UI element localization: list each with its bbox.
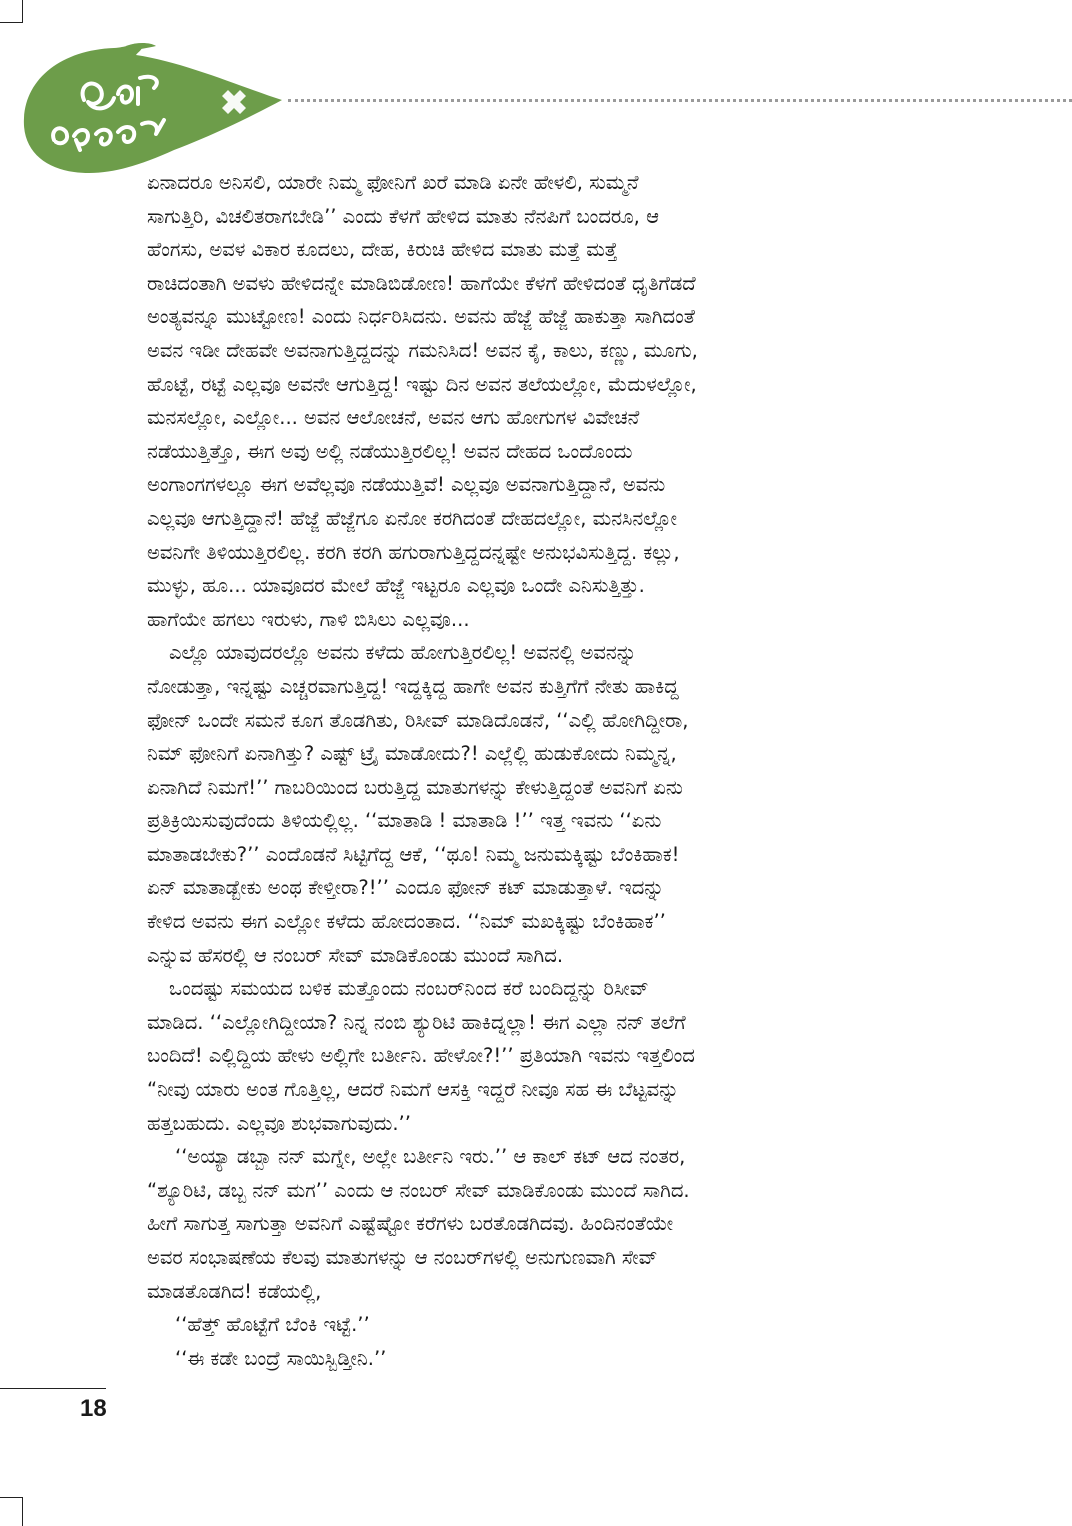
text-line: ನಡೆಯುತ್ತಿತ್ತೊ, ಈಗ ಅವು ಅಲ್ಲಿ ನಡೆಯುತ್ತಿರಲಿಲ್ಲ! ಅವನ ದೇಹದ ಒಂದೊಂದು [147, 439, 633, 463]
text-line: ಸಾಗುತ್ತಿರಿ, ವಿಚಲಿತರಾಗಬೇಡಿ’’ ಎಂದು ಕೆಳಗೆ ಹೇಳಿದ ಮಾತು ನೆನಪಿಗೆ ಬಂದರೂ, ಆ [147, 204, 659, 228]
text-line: “ಶ್ಯೂರಿಟಿ, ಡಬ್ಬ ನನ್ ಮಗ’’ ಎಂದು ಆ ನಂಬರ್ ಸೇವ್ ಮಾಡಿಕೊಂಡು ಮುಂದೆ ಸಾಗಿದ. [147, 1178, 690, 1202]
text-line: ಹತ್ತಬಹುದು. ಎಲ್ಲವೂ ಶುಭವಾಗುವುದು.’’ [147, 1111, 411, 1135]
crop-mark-top-left [0, 0, 23, 23]
footer-rule [0, 1388, 106, 1389]
text-line: ‘‘ಅಯ್ಯಾ ಡಬ್ಬಾ ನನ್ ಮಗ್ನೇ, ಅಲ್ಲೇ ಬರ್ತೀನಿ ಇರು.’’ ಆ ಕಾಲ್ ಕಟ್ ಆದ ನಂತರ, [175, 1145, 686, 1169]
text-line: ಹೀಗೆ ಸಾಗುತ್ತ ಸಾಗುತ್ತಾ ಅವನಿಗೆ ಎಷ್ಟೆಷ್ಟೋ ಕರೆಗಳು ಬರತೊಡಗಿದವು. ಹಿಂದಿನಂತೆಯೇ [147, 1212, 674, 1236]
text-line: ಕೇಳಿದ ಅವನು ಈಗ ಎಲ್ಲೋ ಕಳೆದು ಹೋದಂತಾದ. ‘‘ನಿಮ್ ಮಖಕ್ಕಿಷ್ಟು ಬೆಂಕಿಹಾಕ’’ [147, 910, 666, 934]
text-line: ಮಾತಾಡಬೇಕು?’’ ಎಂದೊಡನೆ ಸಿಟ್ಟಿಗೆದ್ದ ಆಕೆ, ‘‘ಥೂ! ನಿಮ್ಮ ಜನುಮಕ್ಕಿಷ್ಟು ಬೆಂಕಿಹಾಕ! [147, 842, 680, 866]
text-line: ಅವನ ಇಡೀ ದೇಹವೇ ಅವನಾಗುತ್ತಿದ್ದದನ್ನು ಗಮನಿಸಿದ! ಅವನ ಕೈ, ಕಾಲು, ಕಣ್ಣು, ಮೂಗು, [147, 338, 698, 362]
text-line: ಹಾಗೆಯೇ ಹಗಲು ಇರುಳು, ಗಾಳಿ ಬಿಸಿಲು ಎಲ್ಲವೂ... [147, 607, 470, 631]
text-line: ‘‘ಹೆತ್ತ್ ಹೊಟ್ಟೆಗೆ ಬೆಂಕಿ ಇಟ್ಟೆ.’’ [175, 1313, 370, 1337]
section-logo [14, 40, 284, 180]
text-line: ಮನಸಲ್ಲೋ, ಎಲ್ಲೋ... ಅವನ ಆಲೋಚನೆ, ಅವನ ಆಗು ಹೋಗುಗಳ ವಿವೇಚನೆ [147, 406, 640, 430]
text-line: ಅವರ ಸಂಭಾಷಣೆಯ ಕೆಲವು ಮಾತುಗಳನ್ನು ಆ ನಂಬರ್‌ಗಳಲ್ಲಿ ಅನುಗುಣವಾಗಿ ಸೇವ್ [147, 1246, 658, 1269]
text-line: ಫೋನ್ ಒಂದೇ ಸಮನೆ ಕೂಗ ತೊಡಗಿತು, ರಿಸೀವ್ ಮಾಡಿದೊಡನೆ, ‘‘ಎಲ್ಲಿ ಹೋಗಿದ್ದೀರಾ, [147, 708, 689, 732]
text-line: ಏನಾಗಿದೆ ನಿಮಗೆ!’’ ಗಾಬರಿಯಿಂದ ಬರುತ್ತಿದ್ದ ಮಾತುಗಳನ್ನು ಕೇಳುತ್ತಿದ್ದಂತೆ ಅವನಿಗೆ ಏನು [147, 775, 683, 799]
text-line: ಹೊಟ್ಟೆ, ರಟ್ಟೆ ಎಲ್ಲವೂ ಅವನೇ ಆಗುತ್ತಿದ್ದ! ಇಷ್ಟು ದಿನ ಅವನ ತಲೆಯಲ್ಲೋ, ಮೆದುಳಲ್ಲೋ, [147, 372, 697, 396]
text-line: ನಿಮ್ ಫೋನಿಗೆ ಏನಾಗಿತ್ತು? ಎಷ್ಟ್ ಟ್ರೈ ಮಾಡೋದು?! ಎಲ್ಲೆಲ್ಲಿ ಹುಡುಕೋದು ನಿಮ್ಮನ್ನ, [147, 742, 677, 766]
text-line: ಎನ್ನುವ ಹೆಸರಲ್ಲಿ ಆ ನಂಬರ್ ಸೇವ್ ಮಾಡಿಕೊಂಡು ಮುಂದೆ ಸಾಗಿದ. [147, 943, 564, 967]
text-line: ಮುಳ್ಳು, ಹೂ... ಯಾವೂದರ ಮೇಲೆ ಹೆಜ್ಜೆ ಇಟ್ಟರೂ ಎಲ್ಲವೂ ಒಂದೇ ಎನಿಸುತ್ತಿತ್ತು. [147, 574, 645, 598]
crop-mark-bottom-left [0, 1497, 23, 1526]
text-line: ಏನಾದರೂ ಅನಿಸಲಿ, ಯಾರೇ ನಿಮ್ಮ ಫೋನಿಗೆ ಖರೆ ಮಾಡಿ ಏನೇ ಹೇಳಲಿ, ಸುಮ್ಮನೆ [147, 171, 639, 194]
text-line: ಎಲ್ಲೊ ಯಾವುದರಲ್ಲೊ ಅವನು ಕಳೆದು ಹೋಗುತ್ತಿರಲಿಲ್ಲ! ಅವನಲ್ಲಿ ಅವನನ್ನು [169, 641, 637, 665]
header-dotted-rule [288, 99, 1072, 102]
text-line: ಮಾಡತೊಡಗಿದ! ಕಡೆಯಲ್ಲಿ, [147, 1279, 322, 1303]
story-text [147, 166, 917, 1375]
text-line: ಅಂತ್ಯವನ್ನೂ ಮುಟ್ಟೋಣ! ಎಂದು ನಿರ್ಧರಿಸಿದನು. ಅವನು ಹೆಜ್ಜೆ ಹೆಜ್ಜೆ ಹಾಕುತ್ತಾ ಸಾಗಿದಂತೆ [147, 305, 695, 329]
text-line: ಅವನಿಗೇ ತಿಳಿಯುತ್ತಿರಲಿಲ್ಲ. ಕರಗಿ ಕರಗಿ ಹಗುರಾಗುತ್ತಿದ್ದದನ್ನಷ್ಟೇ ಅನುಭವಿಸುತ್ತಿದ್ದ. ಕಲ್ಲು, [147, 540, 680, 564]
text-line: “ನೀವು ಯಾರು ಅಂತ ಗೊತ್ತಿಲ್ಲ, ಆದರೆ ನಿಮಗೆ ಆಸಕ್ತಿ ಇದ್ದರೆ ನೀವೂ ಸಹ ಈ ಬೆಟ್ಟವನ್ನು [147, 1078, 679, 1102]
text-line: ಮಾಡಿದ. ‘‘ಎಲ್ಲೋಗಿದ್ದೀಯಾ? ನಿನ್ನ ನಂಬಿ ಶ್ಯುರಿಟಿ ಹಾಕಿದ್ನಲ್ಲಾ! ಈಗ ಎಲ್ಲಾ ನನ್ ತಲೆಗೆ [147, 1010, 686, 1034]
text-line: ನೋಡುತ್ತಾ, ಇನ್ನಷ್ಟು ಎಚ್ಚರವಾಗುತ್ತಿದ್ದ! ಇದ್ದಕ್ಕಿದ್ದ ಹಾಗೇ ಅವನ ಕುತ್ತಿಗೆಗೆ ನೇತು ಹಾಕಿದ್ದ [147, 674, 679, 698]
page-number: 18 [80, 1395, 107, 1422]
text-line: ಹೆಂಗಸು, ಅವಳ ವಿಕಾರ ಕೂದಲು, ದೇಹ, ಕಿರುಚಿ ಹೇಳಿದ ಮಾತು ಮತ್ತೆ ಮತ್ತೆ [147, 238, 618, 262]
text-line: ಬಂದಿದೆ! ಎಲ್ಲಿದ್ದಿಯ ಹೇಳು ಅಲ್ಲಿಗೇ ಬರ್ತೀನಿ. ಹೇಳೋ?!’’ ಪ್ರತಿಯಾಗಿ ಇವನು ಇತ್ತಲಿಂದ [147, 1044, 695, 1068]
text-line: ಏನ್ ಮಾತಾಡ್ಬೇಕು ಅಂಥ ಕೇಳ್ತೀರಾ?!’’ ಎಂದೂ ಫೋನ್ ಕಟ್ ಮಾಡುತ್ತಾಳೆ. ಇದನ್ನು [147, 876, 664, 900]
leaf-banner-icon [14, 40, 284, 180]
text-line: ರಾಚಿದಂತಾಗಿ ಅವಳು ಹೇಳಿದನ್ನೇ ಮಾಡಿಬಿಡೋಣ! ಹಾಗೆಯೇ ಕೆಳಗೆ ಹೇಳಿದಂತೆ ಧೃತಿಗೆಡದೆ [147, 271, 696, 295]
text-line: ಒಂದಷ್ಟು ಸಮಯದ ಬಳಿಕ ಮತ್ತೊಂದು ನಂಬರ್‌ನಿಂದ ಕರೆ ಬಂದಿದ್ದನ್ನು ರಿಸೀವ್ [169, 977, 649, 1001]
text-line: ಎಲ್ಲವೂ ಆಗುತ್ತಿದ್ದಾನೆ! ಹೆಜ್ಜೆ ಹೆಜ್ಜೆಗೂ ಏನೋ ಕರಗಿದಂತೆ ದೇಹದಲ್ಲೋ, ಮನಸಿನಲ್ಲೋ [147, 506, 678, 530]
text-line: ಪ್ರತಿಕ್ರಿಯಿಸುವುದೆಂದು ತಿಳಿಯಲ್ಲಿಲ್ಲ. ‘‘ಮಾತಾಡಿ ! ಮಾತಾಡಿ !’’ ಇತ್ತ ಇವನು ‘‘ಏನು [147, 809, 662, 833]
text-line: ಅಂಗಾಂಗಗಳಲ್ಲೂ ಈಗ ಅವೆಲ್ಲವೂ ನಡೆಯುತ್ತಿವೆ! ಎಲ್ಲವೂ ಅವನಾಗುತ್ತಿದ್ದಾನೆ, ಅವನು [147, 473, 666, 497]
text-line: ‘‘ಈ ಕಡೇ ಬಂದ್ರೆ ಸಾಯಿಸ್ಬಿಡ್ತೀನಿ.’’ [175, 1346, 387, 1370]
